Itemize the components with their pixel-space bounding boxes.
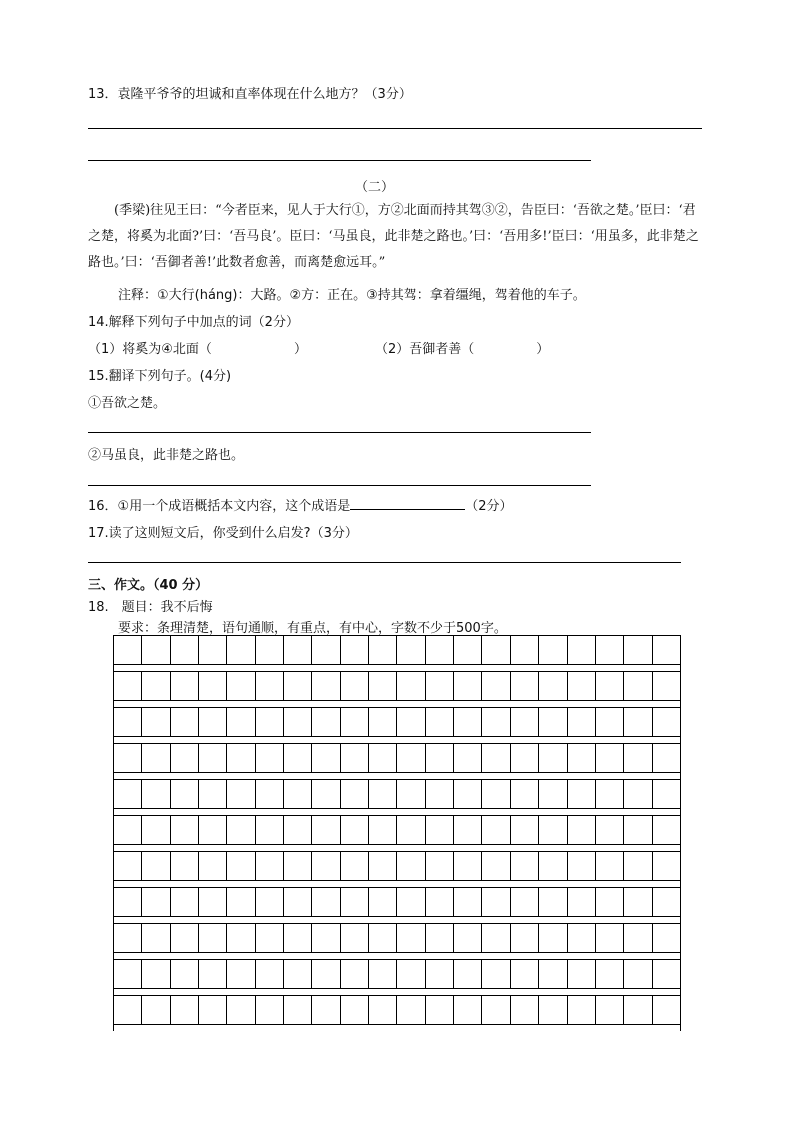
grid-cell[interactable] [568, 672, 596, 700]
grid-cell[interactable] [653, 636, 680, 664]
grid-cell[interactable] [227, 672, 255, 700]
grid-cell[interactable] [482, 636, 510, 664]
grid-cell[interactable] [511, 852, 539, 880]
grid-cell[interactable] [312, 744, 340, 772]
question-18-title: 18. 题目：我不后悔 [88, 600, 213, 615]
grid-cell[interactable] [256, 744, 284, 772]
grid-cell[interactable] [369, 996, 397, 1024]
grid-row [114, 671, 680, 701]
grid-cell[interactable] [539, 672, 567, 700]
passage-note: 注释：①大行(háng)：大路。②方：正在。③持其驾：拿着缰绳，驾着他的车子。 [118, 288, 586, 303]
grid-cell[interactable] [596, 960, 624, 988]
grid-cell[interactable] [369, 708, 397, 736]
grid-cell[interactable] [511, 924, 539, 952]
grid-cell[interactable] [511, 708, 539, 736]
q14-item2-label: （2）吾御者善（ [375, 342, 475, 357]
grid-cell[interactable] [397, 924, 425, 952]
grid-cell[interactable] [227, 888, 255, 916]
grid-cell[interactable] [284, 996, 312, 1024]
grid-cell[interactable] [596, 924, 624, 952]
grid-cell[interactable] [426, 888, 454, 916]
grid-cell[interactable] [397, 780, 425, 808]
grid-cell[interactable] [369, 672, 397, 700]
grid-cell[interactable] [284, 708, 312, 736]
grid-cell[interactable] [454, 960, 482, 988]
grid-cell[interactable] [539, 888, 567, 916]
grid-cell[interactable] [568, 708, 596, 736]
grid-cell[interactable] [171, 960, 199, 988]
grid-cell[interactable] [171, 744, 199, 772]
grid-cell[interactable] [624, 744, 652, 772]
grid-cell[interactable] [653, 996, 680, 1024]
grid-cell[interactable] [369, 816, 397, 844]
grid-cell[interactable] [624, 636, 652, 664]
grid-cell[interactable] [341, 708, 369, 736]
grid-cell[interactable] [114, 744, 142, 772]
grid-cell[interactable] [341, 888, 369, 916]
grid-cell[interactable] [227, 744, 255, 772]
grid-cell[interactable] [256, 816, 284, 844]
grid-cell[interactable] [312, 672, 340, 700]
grid-cell[interactable] [114, 888, 142, 916]
grid-cell[interactable] [482, 852, 510, 880]
grid-cell[interactable] [114, 672, 142, 700]
grid-cell[interactable] [171, 780, 199, 808]
grid-cell[interactable] [199, 816, 227, 844]
grid-cell[interactable] [284, 744, 312, 772]
grid-cell[interactable] [426, 708, 454, 736]
grid-cell[interactable] [397, 708, 425, 736]
grid-cell[interactable] [482, 888, 510, 916]
grid-cell[interactable] [256, 672, 284, 700]
grid-cell[interactable] [596, 996, 624, 1024]
grid-cell[interactable] [114, 924, 142, 952]
grid-cell[interactable] [454, 852, 482, 880]
grid-cell[interactable] [227, 816, 255, 844]
answer-line-13b [88, 160, 591, 161]
essay-writing-grid[interactable] [113, 635, 681, 1031]
grid-cell[interactable] [199, 852, 227, 880]
grid-cell[interactable] [341, 636, 369, 664]
grid-cell[interactable] [511, 960, 539, 988]
grid-cell[interactable] [397, 888, 425, 916]
grid-cell[interactable] [227, 852, 255, 880]
grid-cell[interactable] [171, 636, 199, 664]
grid-cell[interactable] [454, 780, 482, 808]
grid-row [114, 779, 680, 809]
grid-cell[interactable] [256, 888, 284, 916]
grid-cell[interactable] [142, 996, 170, 1024]
grid-cell[interactable] [256, 852, 284, 880]
grid-cell[interactable] [426, 996, 454, 1024]
grid-cell[interactable] [426, 672, 454, 700]
grid-cell[interactable] [596, 852, 624, 880]
grid-cell[interactable] [624, 924, 652, 952]
grid-cell[interactable] [596, 744, 624, 772]
grid-cell[interactable] [312, 636, 340, 664]
grid-cell[interactable] [341, 852, 369, 880]
grid-cell[interactable] [454, 672, 482, 700]
grid-cell[interactable] [341, 780, 369, 808]
grid-cell[interactable] [624, 816, 652, 844]
grid-cell[interactable] [511, 672, 539, 700]
grid-cell[interactable] [284, 960, 312, 988]
grid-cell[interactable] [568, 888, 596, 916]
grid-cell[interactable] [227, 960, 255, 988]
grid-cell[interactable] [568, 852, 596, 880]
grid-cell[interactable] [199, 636, 227, 664]
grid-cell[interactable] [284, 672, 312, 700]
grid-cell[interactable] [199, 780, 227, 808]
grid-cell[interactable] [256, 636, 284, 664]
grid-cell[interactable] [426, 816, 454, 844]
q14-item1-close: ） [293, 342, 307, 357]
grid-cell[interactable] [171, 816, 199, 844]
grid-cell[interactable] [284, 924, 312, 952]
grid-cell[interactable] [568, 780, 596, 808]
grid-cell[interactable] [624, 708, 652, 736]
grid-cell[interactable] [596, 672, 624, 700]
grid-cell[interactable] [454, 636, 482, 664]
grid-cell[interactable] [426, 852, 454, 880]
grid-cell[interactable] [511, 780, 539, 808]
grid-cell[interactable] [369, 888, 397, 916]
grid-cell[interactable] [539, 996, 567, 1024]
grid-cell[interactable] [624, 960, 652, 988]
grid-cell[interactable] [624, 672, 652, 700]
grid-cell[interactable] [454, 924, 482, 952]
grid-row [114, 887, 680, 917]
grid-cell[interactable] [199, 888, 227, 916]
grid-cell[interactable] [426, 636, 454, 664]
grid-cell[interactable] [454, 888, 482, 916]
answer-line-17 [88, 562, 681, 563]
grid-cell[interactable] [397, 852, 425, 880]
grid-cell[interactable] [369, 852, 397, 880]
grid-cell[interactable] [568, 636, 596, 664]
section-2-title: （二） [355, 180, 395, 195]
grid-cell[interactable] [341, 672, 369, 700]
question-13: 13．袁隆平爷爷的坦诚和直率体现在什么地方？（3分） [88, 87, 412, 102]
grid-cell[interactable] [653, 816, 680, 844]
grid-cell[interactable] [114, 816, 142, 844]
grid-cell[interactable] [227, 708, 255, 736]
grid-cell[interactable] [142, 744, 170, 772]
grid-cell[interactable] [426, 744, 454, 772]
grid-cell[interactable] [568, 960, 596, 988]
grid-cell[interactable] [568, 744, 596, 772]
grid-cell[interactable] [341, 996, 369, 1024]
grid-cell[interactable] [369, 636, 397, 664]
q15-sentence-1: ①吾欲之楚。 [88, 396, 167, 411]
grid-cell[interactable] [227, 636, 255, 664]
grid-cell[interactable] [142, 672, 170, 700]
grid-cell[interactable] [596, 888, 624, 916]
grid-cell[interactable] [397, 960, 425, 988]
grid-cell[interactable] [114, 852, 142, 880]
grid-row [114, 635, 680, 665]
grid-cell[interactable] [312, 924, 340, 952]
grid-cell[interactable] [397, 744, 425, 772]
grid-row [114, 959, 680, 989]
grid-cell[interactable] [653, 888, 680, 916]
grid-cell[interactable] [511, 888, 539, 916]
grid-cell[interactable] [227, 996, 255, 1024]
grid-row-gap [114, 1025, 680, 1031]
answer-line-15a [88, 432, 591, 433]
grid-cell[interactable] [653, 672, 680, 700]
grid-cell[interactable] [454, 816, 482, 844]
grid-cell[interactable] [482, 672, 510, 700]
question-16 [88, 495, 512, 514]
grid-cell[interactable] [511, 744, 539, 772]
grid-cell[interactable] [142, 852, 170, 880]
grid-cell[interactable] [596, 780, 624, 808]
grid-cell[interactable] [171, 924, 199, 952]
grid-cell[interactable] [624, 780, 652, 808]
grid-cell[interactable] [114, 960, 142, 988]
grid-cell[interactable] [341, 924, 369, 952]
grid-cell[interactable] [653, 924, 680, 952]
grid-row [114, 743, 680, 773]
grid-cell[interactable] [171, 852, 199, 880]
q16-answer-blank[interactable] [350, 497, 465, 510]
grid-cell[interactable] [142, 816, 170, 844]
grid-cell[interactable] [312, 816, 340, 844]
grid-cell[interactable] [539, 744, 567, 772]
grid-cell[interactable] [539, 852, 567, 880]
grid-cell[interactable] [284, 780, 312, 808]
question-14-item-1 [88, 338, 307, 357]
grid-cell[interactable] [596, 816, 624, 844]
grid-cell[interactable] [199, 960, 227, 988]
grid-cell[interactable] [369, 744, 397, 772]
grid-cell[interactable] [256, 924, 284, 952]
grid-cell[interactable] [142, 924, 170, 952]
grid-cell[interactable] [653, 960, 680, 988]
grid-cell[interactable] [312, 780, 340, 808]
grid-cell[interactable] [341, 960, 369, 988]
grid-cell[interactable] [653, 780, 680, 808]
q16-suffix: （2分） [465, 499, 513, 514]
grid-cell[interactable] [568, 924, 596, 952]
grid-cell[interactable] [653, 852, 680, 880]
grid-cell[interactable] [284, 852, 312, 880]
grid-cell[interactable] [624, 996, 652, 1024]
grid-cell[interactable] [482, 960, 510, 988]
grid-cell[interactable] [482, 780, 510, 808]
grid-cell[interactable] [426, 780, 454, 808]
grid-cell[interactable] [511, 636, 539, 664]
grid-cell[interactable] [539, 636, 567, 664]
grid-cell[interactable] [482, 996, 510, 1024]
grid-cell[interactable] [284, 888, 312, 916]
grid-cell[interactable] [369, 780, 397, 808]
grid-cell[interactable] [653, 708, 680, 736]
grid-cell[interactable] [397, 816, 425, 844]
grid-cell[interactable] [312, 888, 340, 916]
grid-cell[interactable] [199, 924, 227, 952]
grid-cell[interactable] [397, 636, 425, 664]
grid-cell[interactable] [199, 708, 227, 736]
grid-cell[interactable] [653, 744, 680, 772]
classical-passage: (季梁)往见王曰：“今者臣来，见人于大行①，方②北面而持其驾③②，告臣曰：‘吾欲之楚。’臣曰：‘君之楚，将奚为北面?’曰：‘吾马良’。臣曰：‘马虽良，此非楚之路也。’曰：‘吾用多!’臣曰：‘用虽多，此非楚之路也。’曰：‘吾御者善!’此数者愈善，而离楚愈远耳。” [88, 203, 699, 270]
grid-cell[interactable] [482, 924, 510, 952]
grid-cell[interactable] [596, 636, 624, 664]
question-17: 17.读了这则短文后，你受到什么启发?（3分） [88, 526, 358, 541]
grid-cell[interactable] [341, 744, 369, 772]
grid-cell[interactable] [312, 960, 340, 988]
grid-cell[interactable] [199, 744, 227, 772]
grid-row [114, 815, 680, 845]
grid-cell[interactable] [596, 708, 624, 736]
q15-sentence-2: ②马虽良，此非楚之路也。 [88, 448, 245, 463]
answer-line-13a [88, 128, 702, 129]
grid-cell[interactable] [171, 672, 199, 700]
grid-cell[interactable] [482, 708, 510, 736]
grid-cell[interactable] [142, 960, 170, 988]
grid-row [114, 707, 680, 737]
grid-cell[interactable] [114, 636, 142, 664]
section-3-title: 三、作文。（40 分） [88, 578, 209, 593]
essay-requirement: 要求：条理清楚，语句通顺，有重点，有中心，字数不少于500字。 [118, 621, 507, 636]
grid-cell[interactable] [171, 996, 199, 1024]
grid-cell[interactable] [539, 708, 567, 736]
grid-cell[interactable] [482, 816, 510, 844]
grid-cell[interactable] [142, 780, 170, 808]
grid-cell[interactable] [312, 996, 340, 1024]
grid-row [114, 923, 680, 953]
grid-cell[interactable] [171, 708, 199, 736]
grid-cell[interactable] [312, 708, 340, 736]
q16-prefix: 16．①用一个成语概括本文内容，这个成语是 [88, 499, 351, 514]
grid-cell[interactable] [142, 636, 170, 664]
grid-cell[interactable] [142, 888, 170, 916]
grid-cell[interactable] [539, 924, 567, 952]
grid-cell[interactable] [256, 708, 284, 736]
grid-cell[interactable] [199, 672, 227, 700]
grid-cell[interactable] [397, 996, 425, 1024]
grid-cell[interactable] [426, 960, 454, 988]
grid-cell[interactable] [256, 996, 284, 1024]
grid-cell[interactable] [227, 924, 255, 952]
question-14-title: 14.解释下列句子中加点的词（2分） [88, 315, 299, 330]
grid-row [114, 995, 680, 1025]
grid-cell[interactable] [624, 852, 652, 880]
grid-cell[interactable] [397, 672, 425, 700]
grid-cell[interactable] [539, 816, 567, 844]
grid-cell[interactable] [171, 888, 199, 916]
grid-cell[interactable] [284, 816, 312, 844]
grid-cell[interactable] [369, 924, 397, 952]
grid-cell[interactable] [511, 816, 539, 844]
grid-cell[interactable] [284, 636, 312, 664]
grid-cell[interactable] [369, 960, 397, 988]
answer-line-15b [88, 485, 591, 486]
grid-cell[interactable] [256, 960, 284, 988]
grid-cell[interactable] [568, 816, 596, 844]
grid-cell[interactable] [482, 744, 510, 772]
grid-cell[interactable] [511, 996, 539, 1024]
grid-cell[interactable] [539, 960, 567, 988]
grid-cell[interactable] [624, 888, 652, 916]
question-15-title: 15.翻译下列句子。(4分) [88, 369, 232, 384]
grid-cell[interactable] [539, 780, 567, 808]
grid-cell[interactable] [227, 780, 255, 808]
grid-cell[interactable] [341, 816, 369, 844]
grid-cell[interactable] [114, 708, 142, 736]
grid-cell[interactable] [142, 708, 170, 736]
grid-cell[interactable] [454, 708, 482, 736]
grid-cell[interactable] [426, 924, 454, 952]
q14-item1-label: （1）将奚为④北面（ [88, 342, 212, 357]
grid-cell[interactable] [256, 780, 284, 808]
grid-cell[interactable] [312, 852, 340, 880]
grid-row [114, 851, 680, 881]
grid-cell[interactable] [114, 996, 142, 1024]
grid-cell[interactable] [568, 996, 596, 1024]
grid-cell[interactable] [199, 996, 227, 1024]
question-14-item-2 [375, 338, 549, 357]
grid-cell[interactable] [114, 780, 142, 808]
grid-cell[interactable] [454, 744, 482, 772]
grid-cell[interactable] [454, 996, 482, 1024]
q14-item2-close: ） [536, 342, 550, 357]
